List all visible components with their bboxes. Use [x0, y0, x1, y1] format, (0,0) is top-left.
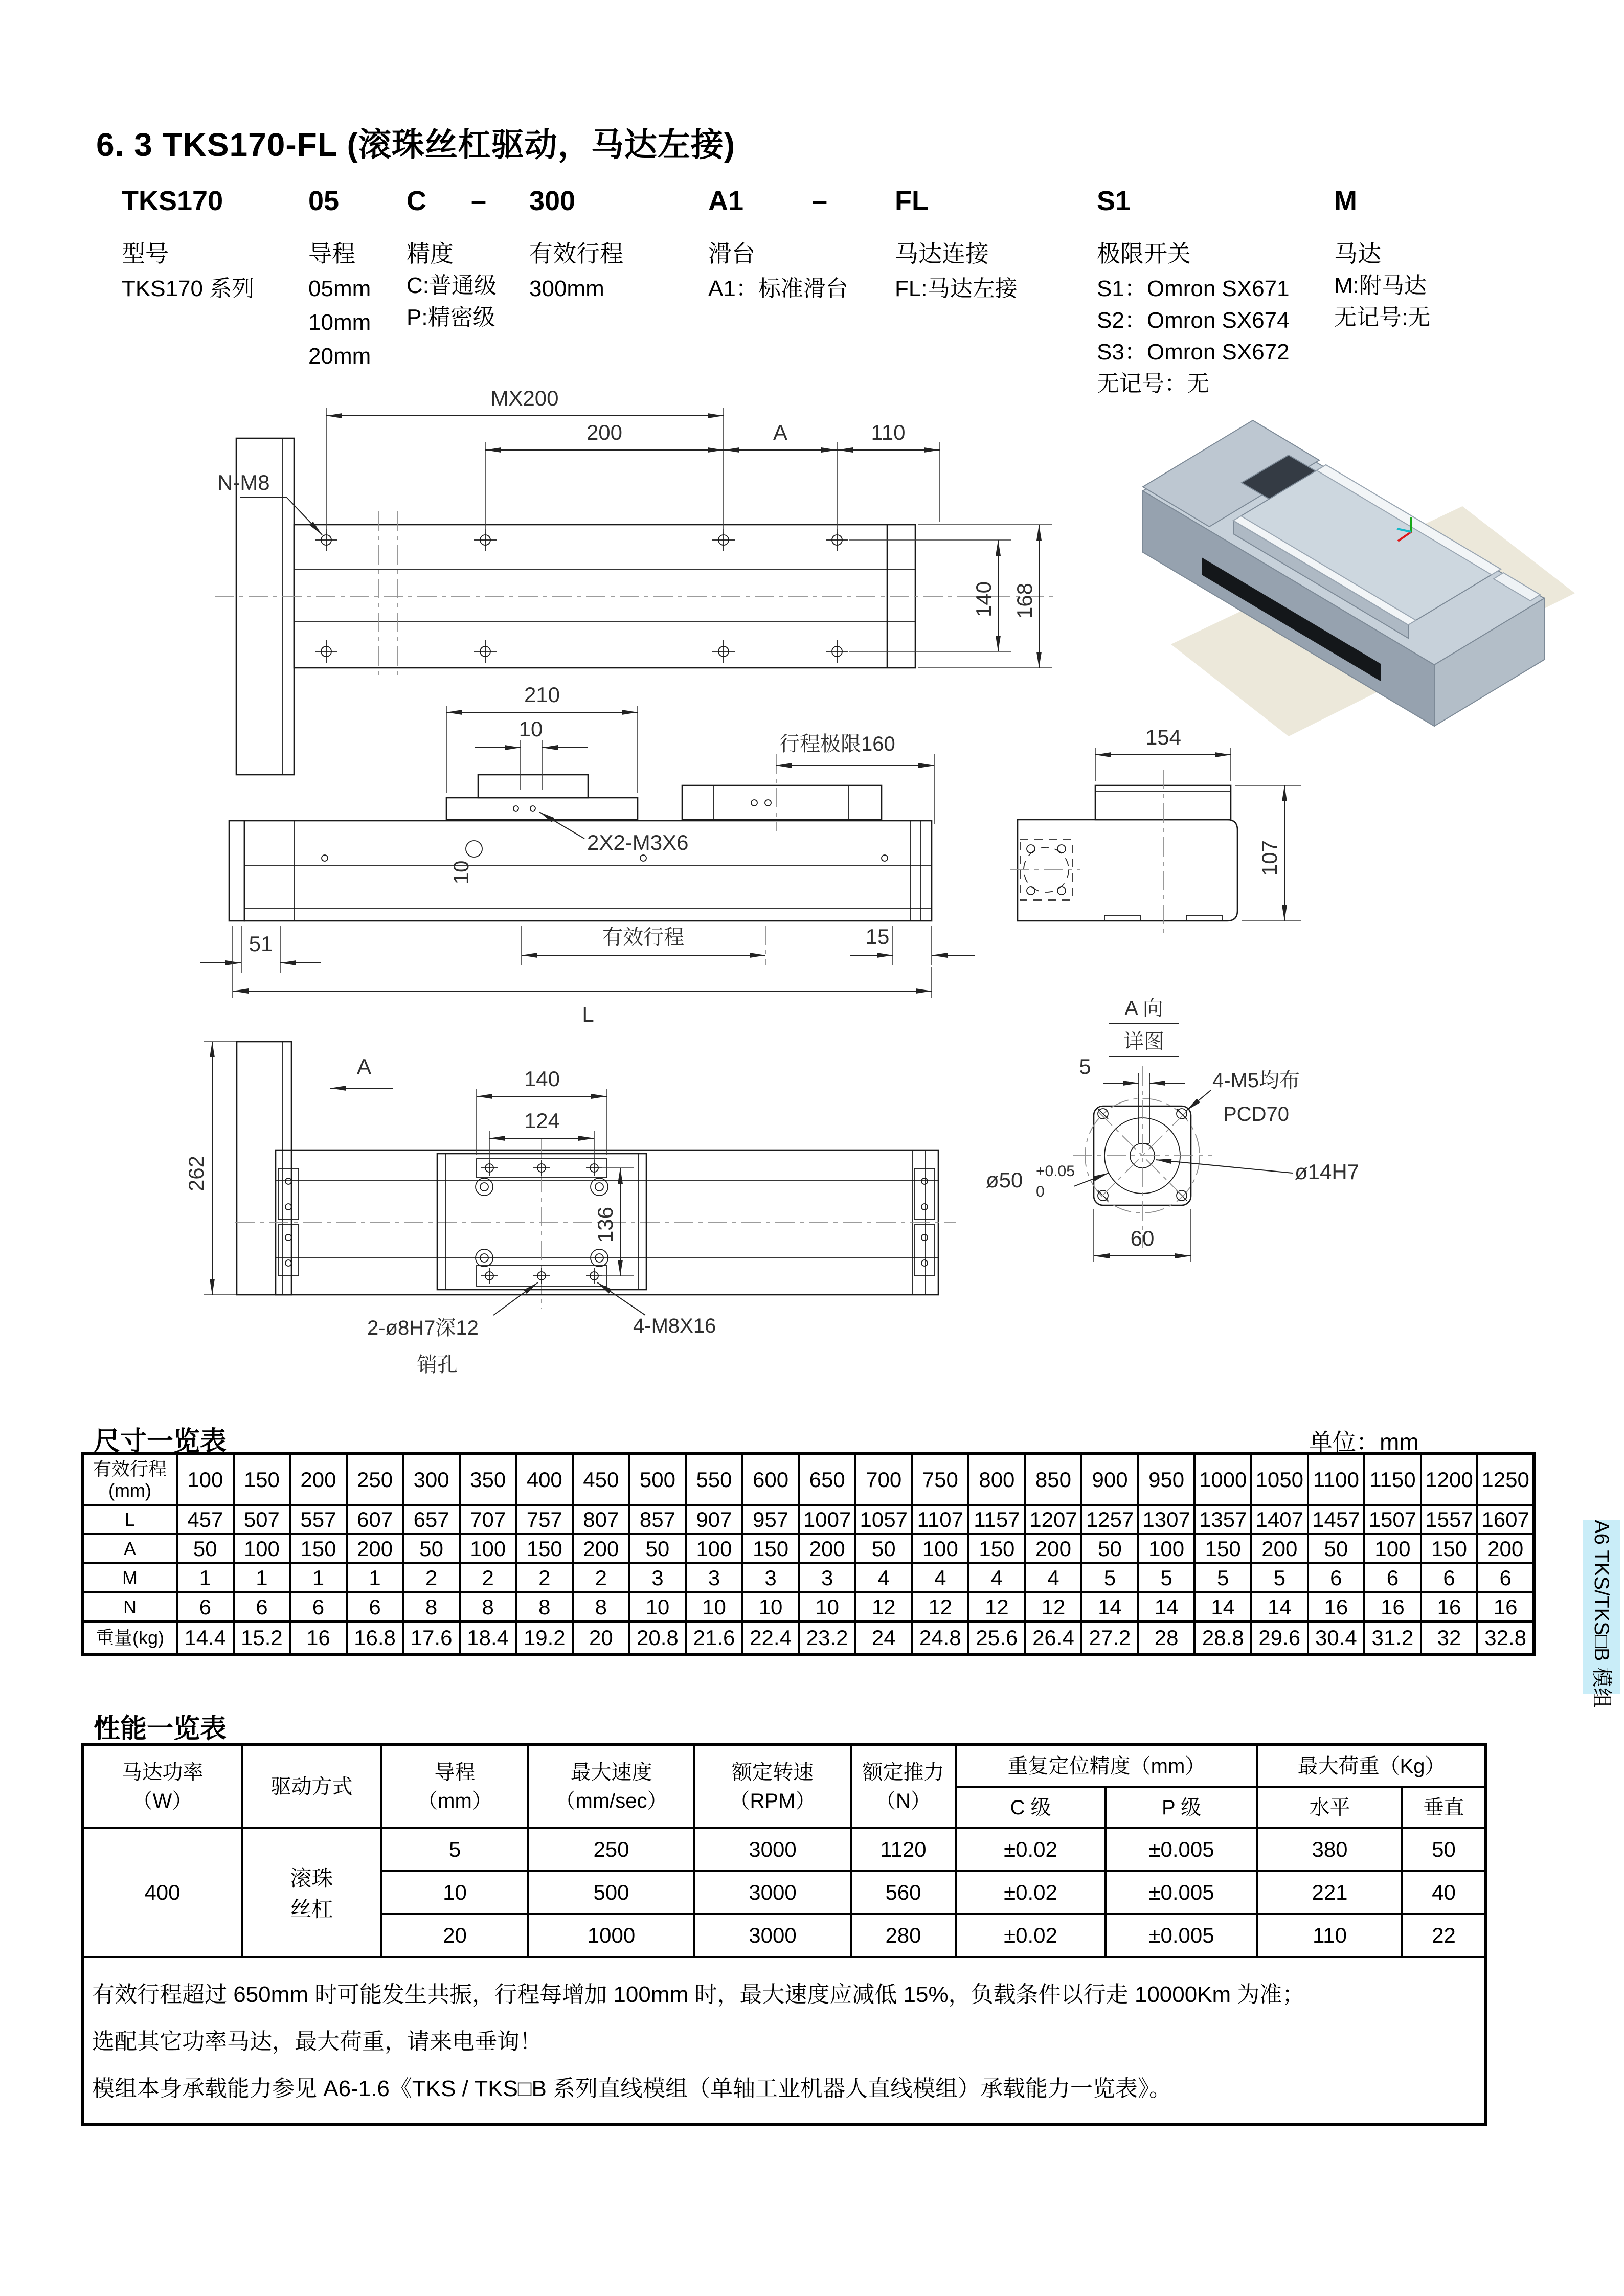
table-cell: 3: [686, 1563, 742, 1592]
table-cell: 32: [1421, 1622, 1478, 1654]
hdr-thrust: 额定推力 （N）: [851, 1744, 956, 1828]
table-cell: 23.2: [799, 1622, 855, 1654]
cell: 280: [851, 1914, 956, 1957]
seg-opt: A1：标准滑台: [708, 276, 848, 301]
table-cell: 12: [968, 1592, 1025, 1622]
dim-L: L: [582, 1002, 594, 1026]
table-cell: 100: [1364, 1534, 1421, 1563]
table-cell: 250: [347, 1454, 403, 1505]
table-cell: 4: [1025, 1563, 1082, 1592]
label-n-m8: N-M8: [217, 470, 270, 494]
table-cell: 3: [742, 1563, 799, 1592]
table-cell: 100: [460, 1534, 516, 1563]
table-cell: 4: [968, 1563, 1025, 1592]
cell-drive: 滚珠 丝杠: [242, 1828, 381, 1957]
hdr-motor-power: 马达功率 （W）: [82, 1744, 242, 1828]
label-d50-sup: +0.05: [1036, 1163, 1075, 1180]
table-cell: 2: [460, 1563, 516, 1592]
table-cell: 200: [1477, 1534, 1534, 1563]
table-cell: 14: [1138, 1592, 1195, 1622]
table-cell: 6: [1364, 1563, 1421, 1592]
seg-opt: 无记号:无: [1334, 305, 1431, 330]
table-cell: 10: [629, 1592, 686, 1622]
table-cell: 12: [1025, 1592, 1082, 1622]
hdr-rpm: 额定转速 （RPM）: [694, 1744, 851, 1828]
cell: ±0.005: [1106, 1828, 1257, 1871]
table-cell: 24.8: [912, 1622, 969, 1654]
table-cell: 21.6: [686, 1622, 742, 1654]
table-cell: 27.2: [1081, 1622, 1138, 1654]
dim-154: 154: [1145, 725, 1182, 749]
table-cell: 200: [347, 1534, 403, 1563]
code-seg-model: TKS170: [122, 186, 223, 216]
row-header: N: [82, 1592, 177, 1622]
section-arrow-a: A: [356, 1054, 372, 1078]
table-cell: 1607: [1477, 1505, 1534, 1534]
cell: 20: [381, 1914, 528, 1957]
table-cell: 18.4: [460, 1622, 516, 1654]
label-pin-hole2: 销孔: [417, 1354, 458, 1376]
hdr-p-grade: P 级: [1106, 1787, 1257, 1828]
carriage-side: [446, 798, 638, 820]
table-cell: 700: [855, 1454, 912, 1505]
seg-opt: 20mm: [308, 344, 371, 369]
cell: 40: [1402, 1871, 1486, 1914]
dim-51: 51: [249, 932, 273, 956]
label-2x2-m3x6: 2X2-M3X6: [587, 830, 689, 854]
seg-opt: FL:马达左接: [895, 276, 1018, 301]
hdr-precision: 重复定位精度（mm）: [956, 1744, 1257, 1787]
table-cell: 8: [403, 1592, 460, 1622]
table-cell: 29.6: [1251, 1622, 1308, 1654]
perf-table-title: 性能一览表: [94, 1714, 227, 1744]
table-cell: 557: [290, 1505, 347, 1534]
table-cell: 10: [686, 1592, 742, 1622]
dim-140: 140: [972, 581, 996, 618]
table-cell: 1507: [1364, 1505, 1421, 1534]
table-cell: 600: [742, 1454, 799, 1505]
table-cell: 150: [1194, 1534, 1251, 1563]
table-cell: 10: [799, 1592, 855, 1622]
dim-168: 168: [1012, 582, 1036, 619]
row-header: 重量(kg): [82, 1622, 177, 1654]
table-cell: 457: [177, 1505, 234, 1534]
table-cell: 5: [1251, 1563, 1308, 1592]
dim-136: 136: [593, 1206, 617, 1243]
seg-label-stroke: 有效行程: [529, 240, 623, 267]
table-cell: 3: [629, 1563, 686, 1592]
table-cell: 757: [516, 1505, 573, 1534]
label-d50: ø50: [986, 1168, 1023, 1192]
mounting-holes: [315, 529, 848, 663]
code-seg-fl: FL: [895, 186, 929, 216]
seg-label-lead: 导程: [308, 240, 355, 267]
table-cell: 31.2: [1364, 1622, 1421, 1654]
seg-opt: 10mm: [308, 310, 371, 335]
table-cell: 150: [234, 1454, 290, 1505]
dim-110: 110: [871, 420, 906, 444]
table-cell: 5: [1138, 1563, 1195, 1592]
table-cell: 750: [912, 1454, 969, 1505]
table-cell: 6: [177, 1592, 234, 1622]
seg-label-grade: 精度: [407, 240, 454, 267]
table-cell: 16: [1364, 1592, 1421, 1622]
table-cell: 6: [1308, 1563, 1365, 1592]
dim-10-vertical: 10: [449, 860, 473, 885]
row-header: M: [82, 1563, 177, 1592]
table-cell: 950: [1138, 1454, 1195, 1505]
hdr-load: 最大荷重（Kg）: [1257, 1744, 1486, 1787]
table-cell: 200: [1025, 1534, 1082, 1563]
seg-opt: C:普通级: [407, 273, 497, 298]
carriage-top-block: [478, 775, 588, 798]
table-cell: 300: [403, 1454, 460, 1505]
table-cell: 507: [234, 1505, 290, 1534]
row-header: A: [82, 1534, 177, 1563]
seg-label-motor: 马达: [1334, 240, 1381, 267]
dim-124: 124: [524, 1109, 560, 1133]
label-4-m5: 4-M5均布: [1212, 1069, 1300, 1092]
code-seg-lead: 05: [308, 186, 340, 216]
performance-table: [81, 1743, 1484, 2126]
table-cell: 1107: [912, 1505, 969, 1534]
dim-140b: 140: [524, 1067, 560, 1091]
seg-opt: S3：Omron SX672: [1097, 340, 1290, 365]
table-cell: 100: [1138, 1534, 1195, 1563]
note-line: 模组本身承载能力参见 A6-1.6《TKS / TKS□B 系列直线模组（单轴工业机器人直线模组）承载能力一览表》。: [92, 2076, 1172, 2101]
seg-label-fl: 马达连接: [895, 240, 989, 267]
table-cell: 14: [1194, 1592, 1251, 1622]
table-cell: 16: [1308, 1592, 1365, 1622]
code-seg-stroke: 300: [529, 186, 576, 216]
code-seg-dash2: –: [812, 186, 828, 216]
table-cell: 150: [968, 1534, 1025, 1563]
notes-cell: [82, 1957, 1486, 2124]
table-cell: 28: [1138, 1622, 1195, 1654]
row-header: L: [82, 1505, 177, 1534]
code-seg-switch: S1: [1097, 186, 1131, 216]
cell: 250: [528, 1828, 694, 1871]
cell: ±0.005: [1106, 1871, 1257, 1914]
table-cell: 14: [1251, 1592, 1308, 1622]
note-line: 选配其它功率马达，最大荷重，请来电垂询！: [92, 2029, 542, 2054]
table-cell: 550: [686, 1454, 742, 1505]
table-cell: 1: [290, 1563, 347, 1592]
table-cell: 100: [177, 1454, 234, 1505]
table-cell: 32.8: [1477, 1622, 1534, 1654]
table-cell: 30.4: [1308, 1622, 1365, 1654]
side-tab-label: A6 TKS/TKS□B 模组: [1590, 1520, 1613, 1708]
table-cell: 20.8: [629, 1622, 686, 1654]
label-d14h7: ø14H7: [1295, 1160, 1360, 1184]
cell: 10: [381, 1871, 528, 1914]
table-cell: 16.8: [347, 1622, 403, 1654]
table-cell: 50: [403, 1534, 460, 1563]
table-cell: 807: [573, 1505, 629, 1534]
seg-label-switch: 极限开关: [1097, 240, 1191, 267]
table-cell: 800: [968, 1454, 1025, 1505]
table-cell: 28.8: [1194, 1622, 1251, 1654]
note-line: 有效行程超过 650mm 时可能发生共振，行程每增加 100mm 时，最大速度应减低 15%，负载条件以行走 10000Km 为准；: [92, 1982, 1305, 2007]
table-cell: 1050: [1251, 1454, 1308, 1505]
table-cell: 450: [573, 1454, 629, 1505]
cell: 22: [1402, 1914, 1486, 1957]
table-cell: 8: [573, 1592, 629, 1622]
table-cell: 1057: [855, 1505, 912, 1534]
table-cell: 16: [1477, 1592, 1534, 1622]
table-cell: 100: [234, 1534, 290, 1563]
body-section: [1018, 820, 1237, 921]
table-cell: 1407: [1251, 1505, 1308, 1534]
table-cell: 1200: [1421, 1454, 1478, 1505]
table-cell: 100: [912, 1534, 969, 1563]
code-seg-motor: M: [1334, 186, 1357, 216]
table-cell: 6: [1421, 1563, 1478, 1592]
cell: ±0.02: [956, 1914, 1106, 1957]
cell: 5: [381, 1828, 528, 1871]
hdr-vertical: 垂直: [1402, 1787, 1486, 1828]
label-4-m8x16: 4-M8X16: [633, 1315, 716, 1337]
table-cell: 50: [855, 1534, 912, 1563]
table-cell: 1207: [1025, 1505, 1082, 1534]
table-cell: 150: [1421, 1534, 1478, 1563]
table-cell: 25.6: [968, 1622, 1025, 1654]
table-cell: 19.2: [516, 1622, 573, 1654]
seg-opt: S1：Omron SX671: [1097, 276, 1290, 301]
product-3d-render: [1143, 420, 1575, 736]
table-cell: 50: [629, 1534, 686, 1563]
cell: 221: [1257, 1871, 1402, 1914]
table-cell: 100: [686, 1534, 742, 1563]
cell: 3000: [694, 1871, 851, 1914]
table-cell: 857: [629, 1505, 686, 1534]
table-cell: 1557: [1421, 1505, 1478, 1534]
side-elevation-view: [200, 683, 975, 1026]
seg-opt: 无记号：无: [1097, 371, 1209, 396]
table-cell: 50: [1308, 1534, 1365, 1563]
cell: 1000: [528, 1914, 694, 1957]
seg-opt: 05mm: [308, 276, 371, 301]
row-header: 有效行程 (mm): [82, 1454, 177, 1505]
hdr-drive: 驱动方式: [242, 1744, 381, 1828]
table-cell: 1: [234, 1563, 290, 1592]
table-cell: 14: [1081, 1592, 1138, 1622]
cell: ±0.02: [956, 1828, 1106, 1871]
label-effective-stroke: 有效行程: [602, 926, 684, 949]
table-cell: 1357: [1194, 1505, 1251, 1534]
table-cell: 1: [347, 1563, 403, 1592]
dim-200: 200: [586, 420, 623, 444]
table-cell: 2: [573, 1563, 629, 1592]
table-cell: 24: [855, 1622, 912, 1654]
hdr-horizontal: 水平: [1257, 1787, 1402, 1828]
table-cell: 16: [1421, 1592, 1478, 1622]
table-cell: 200: [799, 1534, 855, 1563]
page-title: 6. 3 TKS170-FL (滚珠丝杠驱动，马达左接): [96, 126, 736, 163]
label-d50-sub: 0: [1036, 1183, 1045, 1200]
cell: 110: [1257, 1914, 1402, 1957]
table-cell: 657: [403, 1505, 460, 1534]
top-plan-view: [215, 386, 1053, 775]
table-cell: 4: [912, 1563, 969, 1592]
end-section-view: [1010, 725, 1301, 936]
cell: 1120: [851, 1828, 956, 1871]
chapter-side-tab: [1583, 1520, 1620, 1708]
table-cell: 16: [290, 1622, 347, 1654]
table-cell: 5: [1081, 1563, 1138, 1592]
table-cell: 400: [516, 1454, 573, 1505]
seg-label-model: 型号: [122, 240, 169, 267]
table-cell: 1457: [1308, 1505, 1365, 1534]
carriage-top-view: [184, 1042, 956, 1376]
table-cell: 200: [573, 1534, 629, 1563]
cell: 500: [528, 1871, 694, 1914]
sensor-rail: [682, 785, 882, 820]
cell: 3000: [694, 1914, 851, 1957]
table-cell: 12: [912, 1592, 969, 1622]
table-cell: 850: [1025, 1454, 1082, 1505]
table-cell: 1307: [1138, 1505, 1195, 1534]
seg-opt: 300mm: [529, 276, 604, 301]
dim-10: 10: [518, 717, 543, 741]
table-cell: 200: [1251, 1534, 1308, 1563]
code-seg-dash1: –: [471, 186, 487, 216]
cell: ±0.02: [956, 1871, 1106, 1914]
table-cell: 15.2: [234, 1622, 290, 1654]
hdr-speed: 最大速度 （mm/sec）: [528, 1744, 694, 1828]
table-cell: 2: [516, 1563, 573, 1592]
dim-table-title: 尺寸一览表: [94, 1427, 227, 1456]
dimension-table: [81, 1452, 1536, 1656]
seg-opt: S2：Omron SX674: [1097, 308, 1290, 333]
table-cell: 50: [1081, 1534, 1138, 1563]
table-cell: 20: [573, 1622, 629, 1654]
label-pin-hole: 2-ø8H7深12: [367, 1317, 479, 1339]
motor-flange-detail-view: [986, 997, 1359, 1262]
dim-mx200: MX200: [490, 386, 559, 410]
table-cell: 707: [460, 1505, 516, 1534]
table-cell: 1007: [799, 1505, 855, 1534]
code-seg-slider: A1: [708, 186, 744, 216]
table-cell: 6: [347, 1592, 403, 1622]
table-cell: 957: [742, 1505, 799, 1534]
table-cell: 10: [742, 1592, 799, 1622]
table-cell: 6: [290, 1592, 347, 1622]
detail-title-2: 详图: [1123, 1030, 1164, 1053]
detail-title-1: A 向: [1124, 997, 1163, 1020]
table-cell: 150: [516, 1534, 573, 1563]
table-cell: 900: [1081, 1454, 1138, 1505]
seg-opt: TKS170 系列: [122, 276, 255, 301]
table-cell: 8: [516, 1592, 573, 1622]
table-cell: 907: [686, 1505, 742, 1534]
table-cell: 350: [460, 1454, 516, 1505]
table-cell: 650: [799, 1454, 855, 1505]
cell: 3000: [694, 1828, 851, 1871]
table-cell: 3: [799, 1563, 855, 1592]
dim-15: 15: [865, 925, 890, 949]
table-cell: 200: [290, 1454, 347, 1505]
table-cell: 500: [629, 1454, 686, 1505]
table-cell: 1257: [1081, 1505, 1138, 1534]
dim-107: 107: [1257, 840, 1281, 876]
seg-opt: P:精密级: [407, 305, 495, 330]
table-cell: 607: [347, 1505, 403, 1534]
unit-label: 单位：mm: [1309, 1429, 1419, 1455]
table-cell: 4: [855, 1563, 912, 1592]
table-cell: 14.4: [177, 1622, 234, 1654]
table-cell: 12: [855, 1592, 912, 1622]
table-cell: 8: [460, 1592, 516, 1622]
cell: 560: [851, 1871, 956, 1914]
table-cell: 1100: [1308, 1454, 1365, 1505]
table-cell: 1150: [1364, 1454, 1421, 1505]
seg-opt: M:附马达: [1334, 273, 1427, 298]
table-cell: 1157: [968, 1505, 1025, 1534]
table-cell: 17.6: [403, 1622, 460, 1654]
label-stroke-limit: 行程极限160: [779, 733, 895, 755]
cell-motor-power: 400: [82, 1828, 242, 1957]
table-cell: 5: [1194, 1563, 1251, 1592]
table-cell: 1250: [1477, 1454, 1534, 1505]
seg-label-slider: 滑台: [708, 240, 755, 267]
table-cell: 22.4: [742, 1622, 799, 1654]
dim-262: 262: [184, 1155, 208, 1192]
table-cell: 6: [1477, 1563, 1534, 1592]
hdr-c-grade: C 级: [956, 1787, 1106, 1828]
table-cell: 1000: [1194, 1454, 1251, 1505]
dim-a: A: [773, 420, 788, 444]
cell: 50: [1402, 1828, 1486, 1871]
table-cell: 150: [742, 1534, 799, 1563]
label-pcd70: PCD70: [1223, 1103, 1289, 1126]
table-cell: 6: [234, 1592, 290, 1622]
hdr-lead: 导程 （mm）: [381, 1744, 528, 1828]
dim-210: 210: [524, 683, 560, 707]
cell: ±0.005: [1106, 1914, 1257, 1957]
table-cell: 50: [177, 1534, 234, 1563]
cell: 380: [1257, 1828, 1402, 1871]
dim-5: 5: [1079, 1054, 1091, 1078]
table-cell: 2: [403, 1563, 460, 1592]
table-cell: 1: [177, 1563, 234, 1592]
dim-60: 60: [1130, 1226, 1155, 1250]
table-cell: 150: [290, 1534, 347, 1563]
table-cell: 26.4: [1025, 1622, 1082, 1654]
code-seg-grade: C: [407, 186, 426, 216]
